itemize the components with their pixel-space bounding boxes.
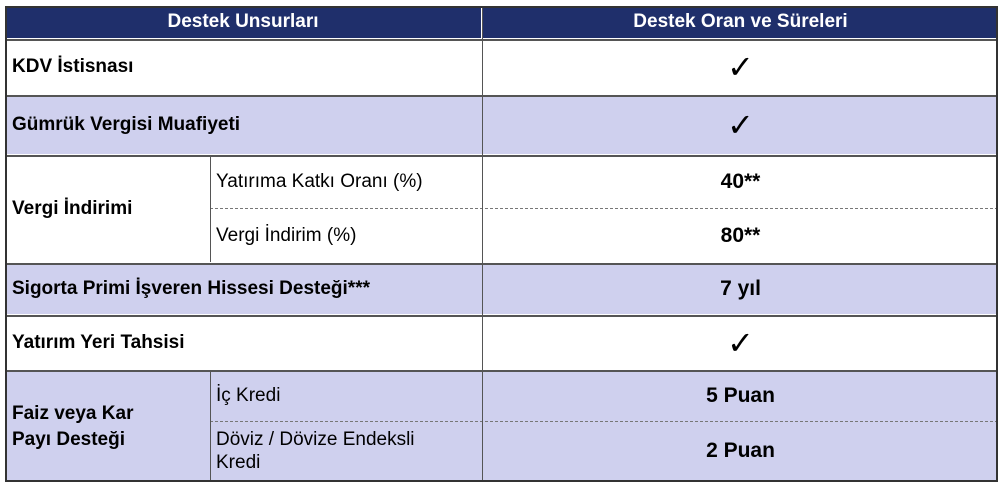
- row-divider: [5, 315, 998, 317]
- sub-column-divider: [210, 156, 211, 262]
- table-row-faiz: [5, 371, 998, 482]
- value-sigorta: 7 yıl: [720, 277, 761, 300]
- row-divider: [5, 39, 998, 41]
- column-divider: [482, 6, 483, 482]
- table-row-kdv: [5, 40, 998, 94]
- table-row-gumruk: [5, 96, 998, 154]
- sub-row-divider: [210, 208, 998, 209]
- sub-label-ic-kredi: İç Kredi: [216, 385, 281, 406]
- value-ic-kredi: 5 Puan: [706, 384, 775, 407]
- value-doviz-kredi: 2 Puan: [706, 439, 775, 462]
- value-yatirima-katki: 40**: [720, 170, 761, 193]
- header-rates-durations: Destek Oran ve Süreleri: [483, 6, 998, 38]
- support-table: [5, 6, 998, 482]
- sub-label-yatirima-katki: Yatırıma Katkı Oranı (%): [216, 171, 423, 192]
- table-row-yatirim-yeri: [5, 316, 998, 369]
- row-label-yatirim-yeri: Yatırım Yeri Tahsisi: [12, 331, 185, 353]
- header-support-items: Destek Unsurları: [5, 6, 481, 38]
- row-divider: [5, 155, 998, 157]
- row-label-sigorta: Sigorta Primi İşveren Hissesi Desteği***: [12, 278, 370, 299]
- value-vergi-indirim: 80**: [720, 223, 761, 247]
- checkmark-icon: ✓: [727, 107, 754, 143]
- row-divider: [5, 370, 998, 372]
- checkmark-icon: ✓: [727, 49, 754, 85]
- row-divider: [5, 263, 998, 265]
- row-label-kdv: KDV İstisnası: [12, 56, 134, 77]
- row-label-vergi-indirimi: Vergi İndirimi: [12, 198, 133, 219]
- table-row-vergi-indirimi: [5, 156, 998, 262]
- sub-label-vergi-indirim: Vergi İndirim (%): [216, 224, 357, 246]
- row-divider: [5, 95, 998, 97]
- sub-column-divider: [210, 371, 211, 482]
- sub-row-divider: [210, 421, 998, 422]
- row-label-gumruk: Gümrük Vergisi Muafiyeti: [12, 114, 241, 135]
- checkmark-icon: ✓: [727, 324, 754, 361]
- row-label-faiz: Faiz veya Kar Payı Desteği: [12, 402, 134, 450]
- table-row-sigorta: [5, 264, 998, 314]
- sub-label-doviz-kredi: Döviz / Dövize Endeksli Kredi: [216, 429, 415, 473]
